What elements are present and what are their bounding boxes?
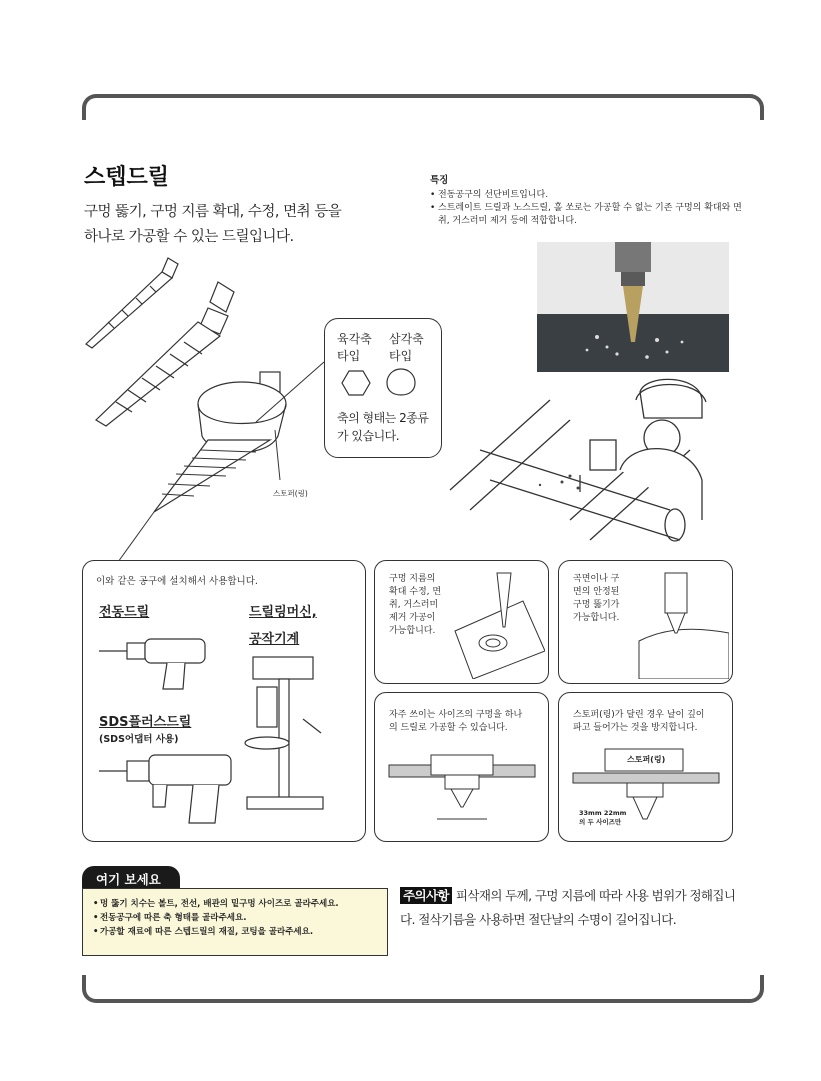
- stopper-box-label: 스토퍼(링): [627, 755, 666, 764]
- tip-item: • 전동공구에 따른 축 형태를 골라주세요.: [93, 911, 381, 925]
- feature-item: • 스트레이트 드릴과 노스드릴, 홀 쏘로는 가공할 수 없는 기존 구멍의 확대와 면취, 거스러미 제거 등에 적합합니다.: [430, 202, 750, 228]
- feature-box-sizes-text: 자주 쓰이는 사이즈의 구멍을 하나 의 드릴로 가공할 수 있습니다.: [389, 710, 523, 733]
- feature-item: • 전동공구의 선단비트입니다.: [430, 189, 750, 202]
- feature-box-enlarge-text: 구멍 지름의 확대 수정, 면 취, 거스러미 제거 가공이 가능합니다.: [389, 574, 442, 636]
- hole-sizes-illustration: [387, 745, 537, 835]
- intro-line-1: 구멍 뚫기, 구멍 지름 확대, 수정, 면취 등을: [84, 204, 342, 220]
- feature-box-sizes: [374, 692, 549, 842]
- caution-note: [400, 884, 750, 932]
- intro-line-2: 하나로 가공할 수 있는 드릴입니다.: [84, 229, 294, 245]
- sds-plus-drill-heading: SDS플러스드릴: [99, 715, 192, 730]
- page-title: 스텝드릴: [84, 165, 170, 190]
- feature-box-curved-surface: [558, 560, 733, 684]
- tips-box: [82, 888, 388, 956]
- shaft-type-callout: [324, 318, 442, 458]
- stopper-size-note: 33mm 22mm 의 두 사이즈만: [579, 809, 627, 826]
- worker-drilling-pipe-illustration: [440, 370, 740, 550]
- features-section: [430, 174, 750, 228]
- triangle-shaft-icon: [385, 367, 417, 397]
- enlarge-hole-illustration: [453, 571, 545, 679]
- feature-box-curved-surface-text: 곡면이나 구 면의 안정된 구멍 뚫기가 가능합니다.: [573, 574, 620, 623]
- feature-box-enlarge: [374, 560, 549, 684]
- page-frame-top: [82, 94, 764, 120]
- drilling-machine-heading: 드릴링머신, 공작기계: [249, 605, 317, 647]
- feature-box-stopper-text: 스토퍼(링)가 달린 경우 날이 깊이 파고 들어가는 것을 방지합니다.: [573, 710, 705, 733]
- tip-item: • 멍 뚫기 치수는 볼트, 전선, 배관의 밑구멍 사이즈로 골라주세요.: [93, 897, 381, 911]
- drilling-photo: [537, 242, 729, 372]
- features-heading: 특징: [430, 175, 449, 186]
- tip-item: • 가공할 재료에 따른 스텝드릴의 재질, 코팅을 골라주세요.: [93, 925, 381, 939]
- drill-press-icon: [243, 653, 343, 813]
- compatible-tools-box: [82, 560, 366, 842]
- sds-plus-drill-icon: [97, 749, 237, 829]
- feature-box-stopper: [558, 692, 733, 842]
- shaft-type-note: 축의 형태는 2종류 가 있습니다.: [337, 411, 429, 443]
- hexagon-icon: [341, 369, 371, 397]
- hex-shaft-label: 육각축 타입: [337, 332, 372, 363]
- caution-badge: 주의사항: [400, 887, 452, 904]
- tips-tab: 여기 보세요: [82, 866, 180, 890]
- sds-adapter-note: (SDS어댑터 사용): [99, 734, 179, 745]
- electric-drill-icon: [97, 633, 227, 693]
- compatible-tools-intro: 이와 같은 공구에 설치해서 사용합니다.: [96, 576, 258, 587]
- curved-surface-illustration: [637, 571, 729, 679]
- caution-text: 피삭재의 두께, 구멍 지름에 따라 사용 범위가 정해집니다. 절삭기름을 사용하면 절단날의 수명이 길어집니다.: [400, 888, 736, 927]
- triangle-shaft-label: 삼각축 타입: [389, 332, 424, 363]
- electric-drill-heading: 전동드릴: [99, 605, 150, 620]
- stopper-ring-label: 스토퍼(링): [273, 489, 308, 498]
- intro-text: [84, 200, 341, 250]
- page-frame-bottom: [82, 975, 764, 1003]
